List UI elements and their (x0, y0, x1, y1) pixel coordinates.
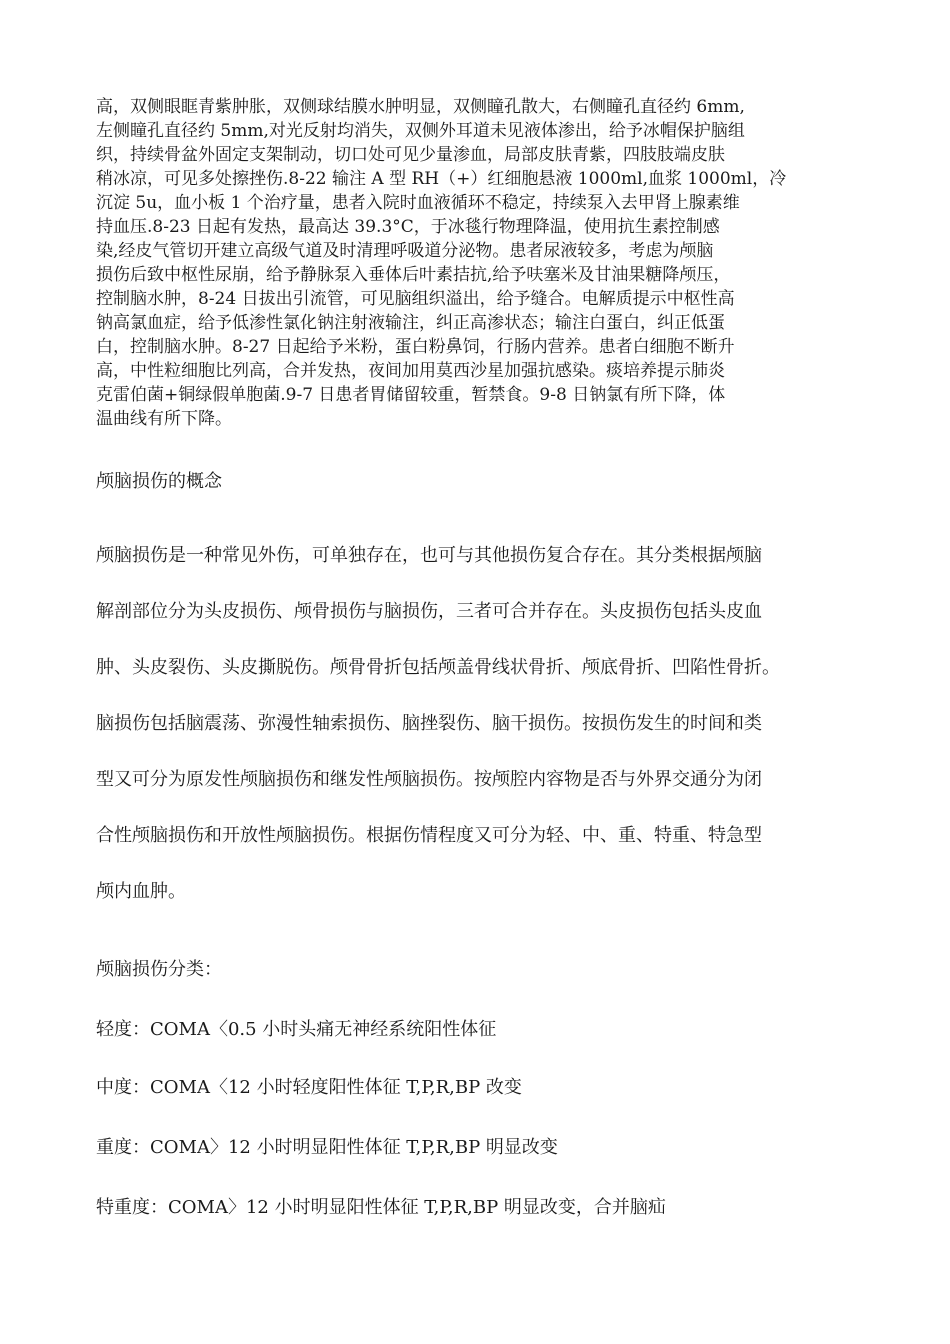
case-line: 织，持续骨盆外固定支架制动，切口处可见少量渗血，局部皮肤青紫，四肢肢端皮肤 (96, 145, 725, 165)
case-line: 高，中性粒细胞比列高，合并发热，夜间加用莫西沙星加强抗感染。痰培养提示肺炎 (96, 361, 725, 381)
concept-line: 脑损伤包括脑震荡、弥漫性轴索损伤、脑挫裂伤、脑干损伤。按损伤发生的时间和类 (96, 713, 762, 734)
classification-item-severe: 重度：COMA〉12 小时明显阳性体征 T,P,R,BP 明显改变 (96, 1137, 558, 1158)
case-line: 温曲线有所下降。 (96, 409, 232, 429)
concept-heading-text: 颅脑损伤的概念 (96, 471, 222, 492)
case-line: 损伤后致中枢性尿崩，给予静脉泵入垂体后叶素拮抗,给予呋塞米及甘油果糖降颅压， (96, 265, 731, 285)
concept-line: 解剖部位分为头皮损伤、颅骨损伤与脑损伤，三者可合并存在。头皮损伤包括头皮血 (96, 601, 762, 622)
classification-item-very-severe: 特重度：COMA〉12 小时明显阳性体征 T,P,R,BP 明显改变，合并脑疝 (96, 1197, 666, 1218)
case-line: 持血压.8-23 日起有发热，最高达 39.3°C，于冰毯行物理降温，使用抗生素控制感 (96, 217, 720, 237)
classification-heading-text: 颅脑损伤分类： (96, 959, 222, 980)
case-line: 钠高氯血症，给予低渗性氯化钠注射液输注，纠正高渗状态；输注白蛋白，纠正低蛋 (96, 313, 725, 333)
concept-line: 肿、头皮裂伤、头皮撕脱伤。颅骨骨折包括颅盖骨线状骨折、颅底骨折、凹陷性骨折。 (96, 657, 780, 678)
case-line: 克雷伯菌+铜绿假单胞菌.9-7 日患者胃储留较重，暂禁食。9-8 日钠氯有所下降，体 (96, 385, 726, 405)
concept-line: 合性颅脑损伤和开放性颅脑损伤。根据伤情程度又可分为轻、中、重、特重、特急型 (96, 825, 762, 846)
concept-line: 颅脑损伤是一种常见外伤，可单独存在，也可与其他损伤复合存在。其分类根据颅脑 (96, 545, 762, 566)
classification-item-moderate: 中度：COMA〈12 小时轻度阳性体征 T,P,R,BP 改变 (96, 1077, 522, 1098)
case-line: 染,经皮气管切开建立高级气道及时清理呼吸道分泌物。患者尿液较多，考虑为颅脑 (96, 241, 714, 261)
case-line: 左侧瞳孔直径约 5mm,对光反射均消失，双侧外耳道未见液体渗出，给予冰帽保护脑组 (96, 121, 745, 141)
case-line: 稍冰凉，可见多处擦挫伤.8-22 输注 A 型 RH（+）红细胞悬液 1000ml,血浆 1000ml，冷 (96, 169, 787, 189)
concept-line: 型又可分为原发性颅脑损伤和继发性颅脑损伤。按颅腔内容物是否与外界交通分为闭 (96, 769, 762, 790)
classification-item-mild: 轻度：COMA〈0.5 小时头痛无神经系统阳性体征 (96, 1019, 497, 1040)
case-line: 高，双侧眼眶青紫肿胀，双侧球结膜水肿明显，双侧瞳孔散大，右侧瞳孔直径约 6mm, (96, 97, 745, 117)
case-line: 白，控制脑水肿。8-27 日起给予米粉，蛋白粉鼻饲，行肠内营养。患者白细胞不断升 (96, 337, 735, 357)
case-line: 控制脑水肿，8-24 日拔出引流管，可见脑组织溢出，给予缝合。电解质提示中枢性高 (96, 289, 735, 309)
case-line: 沉淀 5u，血小板 1 个治疗量，患者入院时血液循环不稳定，持续泵入去甲肾上腺素维 (96, 193, 740, 213)
concept-line: 颅内血肿。 (96, 881, 186, 902)
